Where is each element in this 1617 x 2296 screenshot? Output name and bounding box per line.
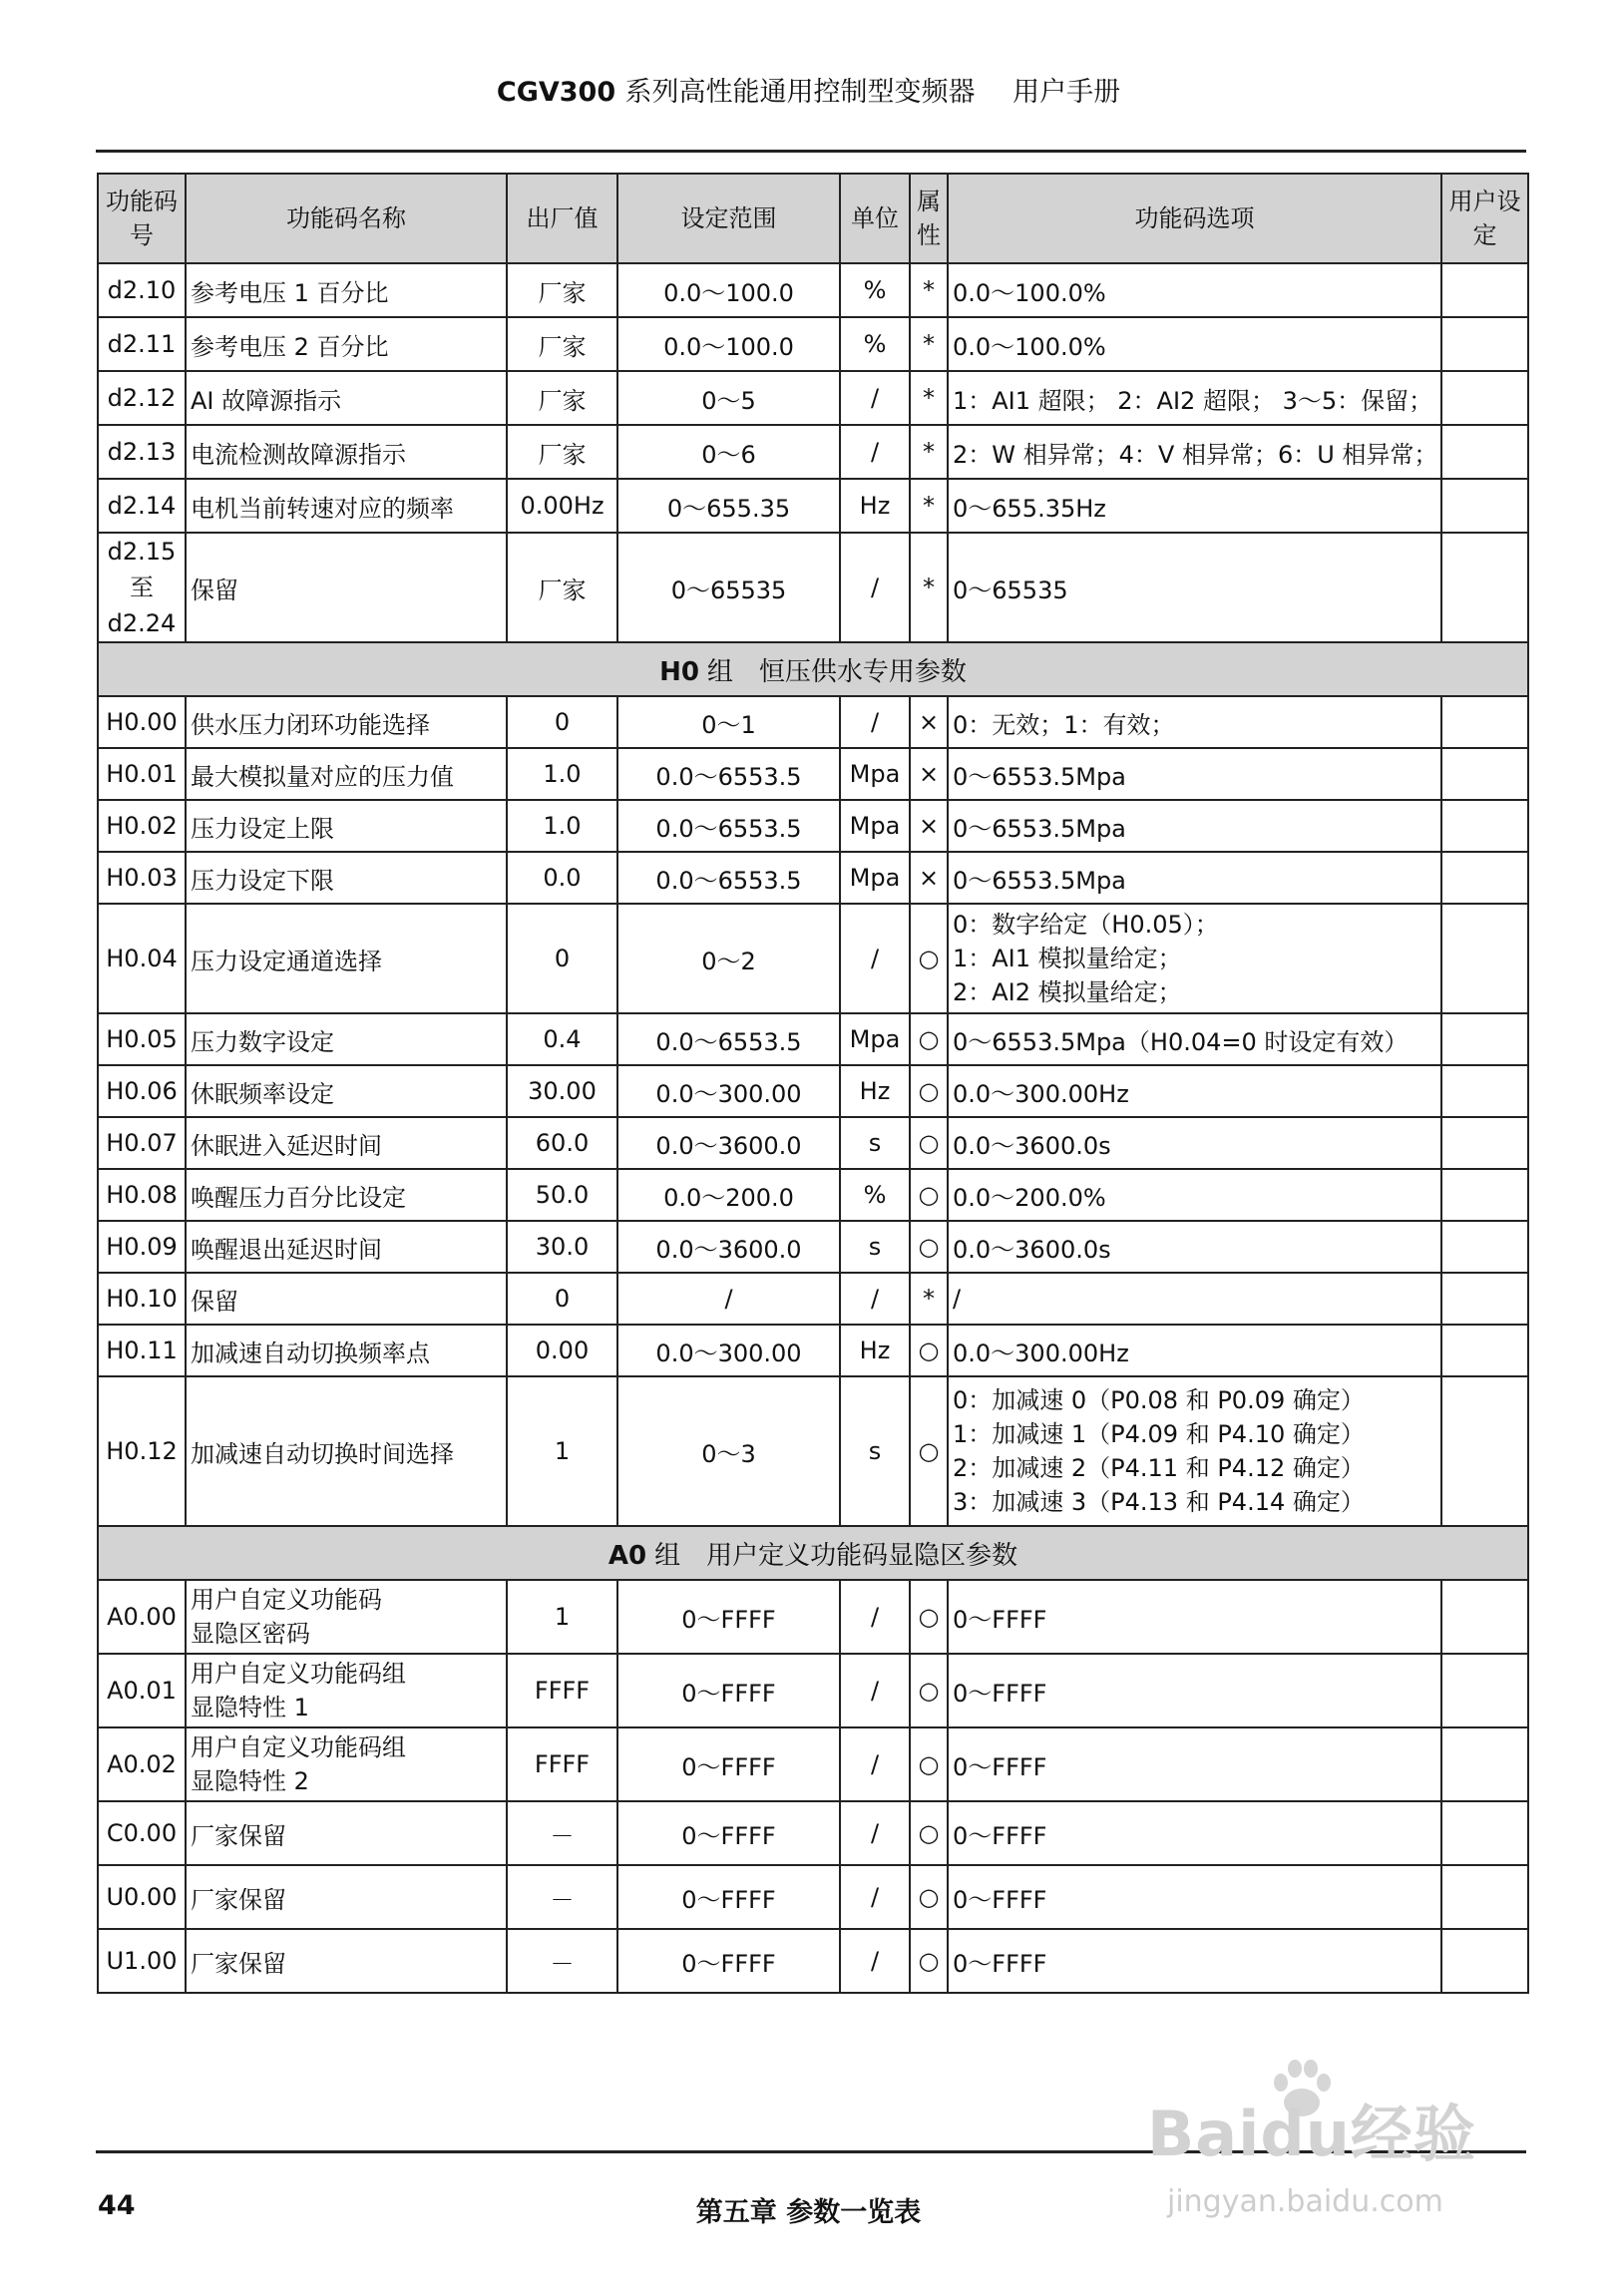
param-factory: 厂家 bbox=[507, 263, 617, 317]
param-user-setting bbox=[1441, 1727, 1528, 1801]
param-range: 0～3 bbox=[617, 1376, 840, 1526]
param-name bbox=[186, 1727, 507, 1801]
document-header bbox=[0, 70, 1617, 109]
header-model: CGV300 bbox=[496, 77, 616, 108]
col-header-code: 功能码号 bbox=[98, 174, 186, 263]
section-label: 组 用户定义功能码显隐区参数 bbox=[654, 1540, 1018, 1571]
param-unit: / bbox=[840, 1727, 910, 1801]
section-row bbox=[98, 642, 1528, 696]
param-user-setting bbox=[1441, 1013, 1528, 1065]
param-name: 电机当前转速对应的频率 bbox=[186, 479, 507, 533]
param-attr: * bbox=[910, 479, 948, 533]
param-user-setting bbox=[1441, 1654, 1528, 1727]
param-code: d2.13 bbox=[98, 425, 186, 479]
section-label: 组 恒压供水专用参数 bbox=[706, 656, 967, 687]
param-factory: 0.00Hz bbox=[507, 479, 617, 533]
param-name: 加减速自动切换频率点 bbox=[186, 1325, 507, 1376]
param-options: 0.0～100.0% bbox=[948, 317, 1441, 371]
param-range: 0～FFFF bbox=[617, 1865, 840, 1929]
param-options: 0～FFFF bbox=[948, 1580, 1441, 1654]
param-name: 保留 bbox=[186, 533, 507, 642]
param-user-setting bbox=[1441, 263, 1528, 317]
param-code: C0.00 bbox=[98, 1801, 186, 1865]
param-unit: Hz bbox=[840, 1325, 910, 1376]
param-attr: × bbox=[910, 800, 948, 852]
param-name-line: 用户自定义功能码组 bbox=[191, 1660, 406, 1688]
table-row bbox=[98, 696, 1528, 748]
param-user-setting bbox=[1441, 1580, 1528, 1654]
param-code-line: d2.15 bbox=[107, 538, 177, 566]
param-attr: ○ bbox=[910, 1801, 948, 1865]
table-row bbox=[98, 1580, 1528, 1654]
param-range: 0.0～6553.5 bbox=[617, 748, 840, 800]
param-options bbox=[948, 1376, 1441, 1526]
param-name-line: 显隐特性 1 bbox=[191, 1694, 309, 1722]
header-manual: 用户手册 bbox=[1012, 77, 1121, 108]
param-attr: × bbox=[910, 748, 948, 800]
watermark-url: jingyan.baidu.com bbox=[1167, 2184, 1443, 2219]
table-row bbox=[98, 904, 1528, 1013]
param-options: 0～6553.5Mpa bbox=[948, 748, 1441, 800]
param-range: 0～FFFF bbox=[617, 1929, 840, 1993]
param-unit: % bbox=[840, 263, 910, 317]
table-row bbox=[98, 425, 1528, 479]
param-range: 0.0～6553.5 bbox=[617, 1013, 840, 1065]
param-user-setting bbox=[1441, 1929, 1528, 1993]
param-unit: / bbox=[840, 1654, 910, 1727]
param-factory: 1.0 bbox=[507, 800, 617, 852]
param-options: 0.0～200.0% bbox=[948, 1169, 1441, 1221]
param-name: 唤醒压力百分比设定 bbox=[186, 1169, 507, 1221]
param-unit: / bbox=[840, 1580, 910, 1654]
param-options bbox=[948, 904, 1441, 1013]
param-attr: ○ bbox=[910, 1654, 948, 1727]
param-factory: 厂家 bbox=[507, 425, 617, 479]
param-attr: ○ bbox=[910, 1929, 948, 1993]
param-range: 0～655.35 bbox=[617, 479, 840, 533]
param-attr: * bbox=[910, 533, 948, 642]
watermark-logo: Baidu经验 bbox=[1147, 2098, 1476, 2170]
table-row bbox=[98, 1169, 1528, 1221]
param-name-line: 用户自定义功能码 bbox=[191, 1586, 382, 1614]
param-user-setting bbox=[1441, 1117, 1528, 1169]
param-user-setting bbox=[1441, 904, 1528, 1013]
param-factory: － bbox=[507, 1801, 617, 1865]
param-name: 厂家保留 bbox=[186, 1865, 507, 1929]
param-user-setting bbox=[1441, 479, 1528, 533]
param-unit: Mpa bbox=[840, 852, 910, 904]
param-user-setting bbox=[1441, 1376, 1528, 1526]
param-user-setting bbox=[1441, 1273, 1528, 1325]
table-row bbox=[98, 1273, 1528, 1325]
param-range: 0～5 bbox=[617, 371, 840, 425]
param-factory: － bbox=[507, 1865, 617, 1929]
param-user-setting bbox=[1441, 1065, 1528, 1117]
param-factory: 0 bbox=[507, 696, 617, 748]
param-unit: s bbox=[840, 1376, 910, 1526]
parameter-table bbox=[97, 173, 1529, 1994]
section-code: A0 bbox=[607, 1540, 647, 1571]
param-range: 0～FFFF bbox=[617, 1654, 840, 1727]
param-options: 1：AI1 超限； 2：AI2 超限； 3～5：保留； bbox=[948, 371, 1441, 425]
col-header-name: 功能码名称 bbox=[186, 174, 507, 263]
param-unit: / bbox=[840, 371, 910, 425]
param-range: 0.0～6553.5 bbox=[617, 852, 840, 904]
param-attr: × bbox=[910, 696, 948, 748]
param-options: 0.0～100.0% bbox=[948, 263, 1441, 317]
param-unit: / bbox=[840, 533, 910, 642]
col-header-user: 用户设定 bbox=[1441, 174, 1528, 263]
param-attr: ○ bbox=[910, 1221, 948, 1273]
param-factory: － bbox=[507, 1929, 617, 1993]
param-factory: FFFF bbox=[507, 1654, 617, 1727]
param-code: H0.08 bbox=[98, 1169, 186, 1221]
param-name-line: 用户自定义功能码组 bbox=[191, 1733, 406, 1761]
table-row bbox=[98, 533, 1528, 642]
param-range: 0.0～100.0 bbox=[617, 263, 840, 317]
param-options-line: 2：加减速 2（P4.11 和 P4.12 确定） bbox=[953, 1454, 1365, 1482]
param-factory: 0.0 bbox=[507, 852, 617, 904]
param-code: H0.06 bbox=[98, 1065, 186, 1117]
param-name: 加减速自动切换时间选择 bbox=[186, 1376, 507, 1526]
param-code-line: 至 bbox=[130, 574, 154, 601]
param-options-line: 3：加减速 3（P4.13 和 P4.14 确定） bbox=[953, 1488, 1365, 1516]
param-factory: 厂家 bbox=[507, 317, 617, 371]
param-code: H0.07 bbox=[98, 1117, 186, 1169]
param-range: 0～FFFF bbox=[617, 1580, 840, 1654]
param-factory: 0 bbox=[507, 1273, 617, 1325]
param-options: 0～FFFF bbox=[948, 1865, 1441, 1929]
param-user-setting bbox=[1441, 317, 1528, 371]
param-name: 电流检测故障源指示 bbox=[186, 425, 507, 479]
param-factory: 厂家 bbox=[507, 533, 617, 642]
param-options: 0：无效；1：有效； bbox=[948, 696, 1441, 748]
table-row bbox=[98, 1654, 1528, 1727]
param-user-setting bbox=[1441, 425, 1528, 479]
param-unit: Hz bbox=[840, 1065, 910, 1117]
param-name: 压力设定下限 bbox=[186, 852, 507, 904]
page-number: 44 bbox=[98, 2190, 136, 2221]
param-name: 参考电压 1 百分比 bbox=[186, 263, 507, 317]
param-range: 0.0～200.0 bbox=[617, 1169, 840, 1221]
table-row bbox=[98, 479, 1528, 533]
param-user-setting bbox=[1441, 852, 1528, 904]
param-name: 唤醒退出延迟时间 bbox=[186, 1221, 507, 1273]
param-unit: / bbox=[840, 1801, 910, 1865]
param-range: 0.0～300.00 bbox=[617, 1065, 840, 1117]
param-options: 0～6553.5Mpa bbox=[948, 800, 1441, 852]
table-row bbox=[98, 852, 1528, 904]
param-options: 0～6553.5Mpa bbox=[948, 852, 1441, 904]
table-row bbox=[98, 1117, 1528, 1169]
section-heading bbox=[98, 1526, 1528, 1580]
param-options-line: 2：AI2 模拟量给定； bbox=[953, 978, 1182, 1006]
param-range: 0.0～3600.0 bbox=[617, 1117, 840, 1169]
param-name: 压力设定通道选择 bbox=[186, 904, 507, 1013]
param-attr: × bbox=[910, 852, 948, 904]
table-row bbox=[98, 263, 1528, 317]
param-range: 0～65535 bbox=[617, 533, 840, 642]
col-header-options: 功能码选项 bbox=[948, 174, 1441, 263]
param-attr: * bbox=[910, 1273, 948, 1325]
param-factory: 0 bbox=[507, 904, 617, 1013]
table-row bbox=[98, 1013, 1528, 1065]
table-row bbox=[98, 1325, 1528, 1376]
param-range: 0.0～3600.0 bbox=[617, 1221, 840, 1273]
param-name: 供水压力闭环功能选择 bbox=[186, 696, 507, 748]
param-range: 0.0～6553.5 bbox=[617, 800, 840, 852]
table-row bbox=[98, 748, 1528, 800]
param-options: 0～FFFF bbox=[948, 1801, 1441, 1865]
param-name: 厂家保留 bbox=[186, 1801, 507, 1865]
table-body bbox=[98, 263, 1528, 1993]
param-options: 0.0～3600.0s bbox=[948, 1117, 1441, 1169]
col-header-factory: 出厂值 bbox=[507, 174, 617, 263]
param-name: AI 故障源指示 bbox=[186, 371, 507, 425]
baidu-watermark bbox=[1147, 2055, 1526, 2254]
param-factory: 1.0 bbox=[507, 748, 617, 800]
param-user-setting bbox=[1441, 1169, 1528, 1221]
param-code: H0.02 bbox=[98, 800, 186, 852]
param-name: 压力数字设定 bbox=[186, 1013, 507, 1065]
section-row bbox=[98, 1526, 1528, 1580]
param-name: 厂家保留 bbox=[186, 1929, 507, 1993]
param-attr: ○ bbox=[910, 1325, 948, 1376]
table-row bbox=[98, 1065, 1528, 1117]
table-row bbox=[98, 1727, 1528, 1801]
param-factory: 1 bbox=[507, 1376, 617, 1526]
param-factory: 50.0 bbox=[507, 1169, 617, 1221]
param-user-setting bbox=[1441, 800, 1528, 852]
param-code: A0.02 bbox=[98, 1727, 186, 1801]
param-options: / bbox=[948, 1273, 1441, 1325]
param-attr: * bbox=[910, 371, 948, 425]
table-row bbox=[98, 317, 1528, 371]
param-attr: * bbox=[910, 317, 948, 371]
param-code: H0.11 bbox=[98, 1325, 186, 1376]
param-attr: ○ bbox=[910, 1117, 948, 1169]
param-range: 0～6 bbox=[617, 425, 840, 479]
param-options: 0.0～300.00Hz bbox=[948, 1065, 1441, 1117]
header-divider bbox=[96, 150, 1526, 153]
param-name: 保留 bbox=[186, 1273, 507, 1325]
param-options: 0.0～300.00Hz bbox=[948, 1325, 1441, 1376]
param-options: 0.0～3600.0s bbox=[948, 1221, 1441, 1273]
table-header-row bbox=[98, 174, 1528, 263]
param-unit: / bbox=[840, 1929, 910, 1993]
param-options-line: 1：加减速 1（P4.09 和 P4.10 确定） bbox=[953, 1420, 1365, 1448]
param-factory: 0.00 bbox=[507, 1325, 617, 1376]
param-factory: FFFF bbox=[507, 1727, 617, 1801]
table-row bbox=[98, 1801, 1528, 1865]
param-options-line: 0：加减速 0（P0.08 和 P0.09 确定） bbox=[953, 1386, 1365, 1414]
param-range: 0.0～100.0 bbox=[617, 317, 840, 371]
param-options: 0～FFFF bbox=[948, 1654, 1441, 1727]
param-user-setting bbox=[1441, 696, 1528, 748]
param-code: U1.00 bbox=[98, 1929, 186, 1993]
param-attr: ○ bbox=[910, 1580, 948, 1654]
param-unit: Mpa bbox=[840, 1013, 910, 1065]
param-code: H0.12 bbox=[98, 1376, 186, 1526]
param-factory: 厂家 bbox=[507, 371, 617, 425]
param-attr: ○ bbox=[910, 1013, 948, 1065]
param-options: 0～FFFF bbox=[948, 1929, 1441, 1993]
table-row bbox=[98, 1221, 1528, 1273]
param-code: H0.05 bbox=[98, 1013, 186, 1065]
param-user-setting bbox=[1441, 748, 1528, 800]
param-unit: / bbox=[840, 696, 910, 748]
param-name: 压力设定上限 bbox=[186, 800, 507, 852]
section-heading bbox=[98, 642, 1528, 696]
param-unit: / bbox=[840, 904, 910, 1013]
param-range: 0.0～300.00 bbox=[617, 1325, 840, 1376]
table-row bbox=[98, 371, 1528, 425]
param-options-line: 1：AI1 模拟量给定； bbox=[953, 945, 1182, 972]
param-options: 0～6553.5Mpa（H0.04=0 时设定有效） bbox=[948, 1013, 1441, 1065]
table-row bbox=[98, 800, 1528, 852]
param-factory: 30.00 bbox=[507, 1065, 617, 1117]
param-range: 0～2 bbox=[617, 904, 840, 1013]
param-attr: * bbox=[910, 263, 948, 317]
param-unit: Hz bbox=[840, 479, 910, 533]
param-attr: ○ bbox=[910, 1727, 948, 1801]
col-header-range: 设定范围 bbox=[617, 174, 840, 263]
param-options: 0～655.35Hz bbox=[948, 479, 1441, 533]
param-code: U0.00 bbox=[98, 1865, 186, 1929]
param-user-setting bbox=[1441, 1865, 1528, 1929]
param-factory: 30.0 bbox=[507, 1221, 617, 1273]
param-name bbox=[186, 1580, 507, 1654]
param-attr: ○ bbox=[910, 1169, 948, 1221]
chapter-title: 第五章 参数一览表 bbox=[695, 2197, 922, 2228]
param-attr: ○ bbox=[910, 1065, 948, 1117]
param-code-line: d2.24 bbox=[107, 609, 177, 637]
param-name: 休眠进入延迟时间 bbox=[186, 1117, 507, 1169]
param-user-setting bbox=[1441, 533, 1528, 642]
table-row bbox=[98, 1929, 1528, 1993]
param-code: H0.09 bbox=[98, 1221, 186, 1273]
param-code: H0.01 bbox=[98, 748, 186, 800]
param-options: 0～65535 bbox=[948, 533, 1441, 642]
param-options: 2：W 相异常；4：V 相异常；6：U 相异常； bbox=[948, 425, 1441, 479]
col-header-attr: 属性 bbox=[910, 174, 948, 263]
param-name: 休眠频率设定 bbox=[186, 1065, 507, 1117]
param-factory: 60.0 bbox=[507, 1117, 617, 1169]
param-code bbox=[98, 533, 186, 642]
param-user-setting bbox=[1441, 1801, 1528, 1865]
param-name: 参考电压 2 百分比 bbox=[186, 317, 507, 371]
table-row bbox=[98, 1865, 1528, 1929]
param-code: d2.10 bbox=[98, 263, 186, 317]
header-series: 系列高性能通用控制型变频器 bbox=[624, 77, 976, 108]
param-code: d2.12 bbox=[98, 371, 186, 425]
param-code: H0.04 bbox=[98, 904, 186, 1013]
param-code: H0.10 bbox=[98, 1273, 186, 1325]
param-unit: % bbox=[840, 1169, 910, 1221]
param-unit: / bbox=[840, 425, 910, 479]
param-range: / bbox=[617, 1273, 840, 1325]
param-code: d2.11 bbox=[98, 317, 186, 371]
param-range: 0～1 bbox=[617, 696, 840, 748]
param-code: H0.00 bbox=[98, 696, 186, 748]
param-options-line: 0：数字给定（H0.05）； bbox=[953, 911, 1219, 939]
param-user-setting bbox=[1441, 1325, 1528, 1376]
param-user-setting bbox=[1441, 371, 1528, 425]
param-options: 0～FFFF bbox=[948, 1727, 1441, 1801]
param-name bbox=[186, 1654, 507, 1727]
param-attr: ○ bbox=[910, 1865, 948, 1929]
param-name-line: 显隐特性 2 bbox=[191, 1767, 309, 1795]
table-row bbox=[98, 1376, 1528, 1526]
param-unit: Mpa bbox=[840, 748, 910, 800]
param-unit: s bbox=[840, 1221, 910, 1273]
param-attr: * bbox=[910, 425, 948, 479]
param-attr: ○ bbox=[910, 904, 948, 1013]
param-unit: Mpa bbox=[840, 800, 910, 852]
param-range: 0～FFFF bbox=[617, 1801, 840, 1865]
param-name-line: 显隐区密码 bbox=[191, 1620, 310, 1648]
param-range: 0～FFFF bbox=[617, 1727, 840, 1801]
param-user-setting bbox=[1441, 1221, 1528, 1273]
param-unit: / bbox=[840, 1865, 910, 1929]
param-code: H0.03 bbox=[98, 852, 186, 904]
param-factory: 1 bbox=[507, 1580, 617, 1654]
section-code: H0 bbox=[659, 656, 699, 687]
param-name: 最大模拟量对应的压力值 bbox=[186, 748, 507, 800]
param-code: d2.14 bbox=[98, 479, 186, 533]
param-unit: s bbox=[840, 1117, 910, 1169]
param-code: A0.01 bbox=[98, 1654, 186, 1727]
param-attr: ○ bbox=[910, 1376, 948, 1526]
param-unit: % bbox=[840, 317, 910, 371]
param-factory: 0.4 bbox=[507, 1013, 617, 1065]
col-header-unit: 单位 bbox=[840, 174, 910, 263]
param-code: A0.00 bbox=[98, 1580, 186, 1654]
param-unit: / bbox=[840, 1273, 910, 1325]
